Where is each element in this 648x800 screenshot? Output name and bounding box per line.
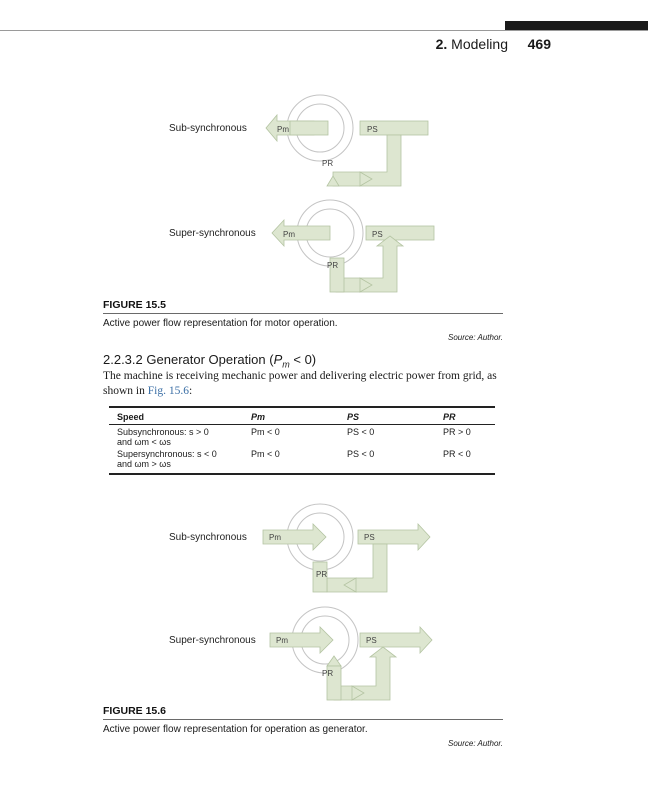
page-number: 469 — [527, 36, 551, 52]
mode-label-super-sync: Super-synchronous — [169, 228, 256, 239]
section-number: 2.2.3.2 — [103, 352, 143, 367]
mode-label-super-sync: Super-synchronous — [169, 635, 256, 646]
header-speed: Speed — [109, 407, 243, 425]
figure-link[interactable]: Fig. 15.6 — [147, 385, 189, 397]
paragraph-text: The machine is receiving mechanic power and delivering electric power from grid, as shown in — [103, 370, 497, 397]
figure-source: Source: Author. — [448, 333, 503, 342]
pm-cell: Pm < 0 — [243, 447, 339, 474]
section-title: Generator Operation ( — [146, 352, 274, 367]
header-rule — [0, 30, 648, 31]
pr-cell: PR > 0 — [443, 427, 471, 437]
mode-label-sub-sync: Sub-synchronous — [169, 532, 247, 543]
figure-15-6-diagram — [0, 500, 648, 710]
pr-arrowhead — [327, 656, 341, 666]
running-header — [436, 36, 508, 52]
pr-label: PR — [327, 261, 339, 270]
pr-label: PR — [322, 669, 334, 678]
caption-rule — [103, 719, 503, 720]
header-ps: PS — [339, 407, 435, 425]
pm-arrow-body — [290, 121, 328, 135]
header-pr: PR — [435, 407, 495, 425]
header-pm: Pm — [243, 407, 339, 425]
motor-super-sync-diagram — [272, 200, 434, 292]
section-heading — [103, 352, 316, 370]
speed-cell: Subsynchronous: s > 0 and ωm < ωs — [117, 427, 209, 447]
table-header-row — [109, 407, 495, 425]
pm-arrow — [272, 220, 330, 246]
section-title-tail: < 0) — [289, 352, 317, 367]
pm-label: Pm — [277, 125, 289, 134]
figure-caption-label: FIGURE 15.5 — [103, 299, 167, 311]
ps-label: PS — [367, 125, 378, 134]
figure-caption-text: Active power flow representation for motor operation. — [103, 318, 338, 329]
pr-path — [327, 544, 387, 592]
chapter-number: 2. — [435, 36, 448, 52]
pm-cell: Pm < 0 — [251, 427, 280, 437]
motor-sub-sync-diagram — [266, 95, 428, 186]
table-row — [109, 425, 495, 448]
pm-label: Pm — [269, 533, 281, 542]
figure-source: Source: Author. — [448, 739, 503, 748]
figure-caption-text: Active power flow representation for operation as generator. — [103, 724, 368, 735]
speed-cell: Supersynchronous: s < 0 and ωm > ωs — [109, 447, 243, 474]
power-sign-table — [109, 406, 495, 475]
pr-label: PR — [316, 570, 328, 579]
pm-label: Pm — [276, 636, 288, 645]
section-title-sub: m — [282, 359, 290, 370]
pr-cell: PR < 0 — [435, 447, 495, 474]
ps-cell: PS < 0 — [339, 447, 435, 474]
table-row — [109, 447, 495, 474]
body-paragraph — [103, 369, 507, 399]
mode-label-sub-sync: Sub-synchronous — [169, 123, 247, 134]
section-title-var: P — [273, 352, 283, 367]
gen-super-sync-diagram — [270, 607, 432, 700]
ps-label: PS — [364, 533, 375, 542]
caption-rule — [103, 313, 503, 314]
chapter-title: Modeling — [451, 36, 508, 52]
ps-label: PS — [372, 230, 383, 239]
paragraph-tail: : — [188, 385, 193, 397]
gen-sub-sync-diagram — [263, 504, 430, 592]
figure-caption-label: FIGURE 15.6 — [103, 705, 167, 717]
pm-label: Pm — [283, 230, 295, 239]
figure-15-5-diagram — [0, 85, 648, 300]
ps-cell: PS < 0 — [347, 427, 375, 437]
ps-label: PS — [366, 636, 377, 645]
pr-label: PR — [322, 159, 334, 168]
